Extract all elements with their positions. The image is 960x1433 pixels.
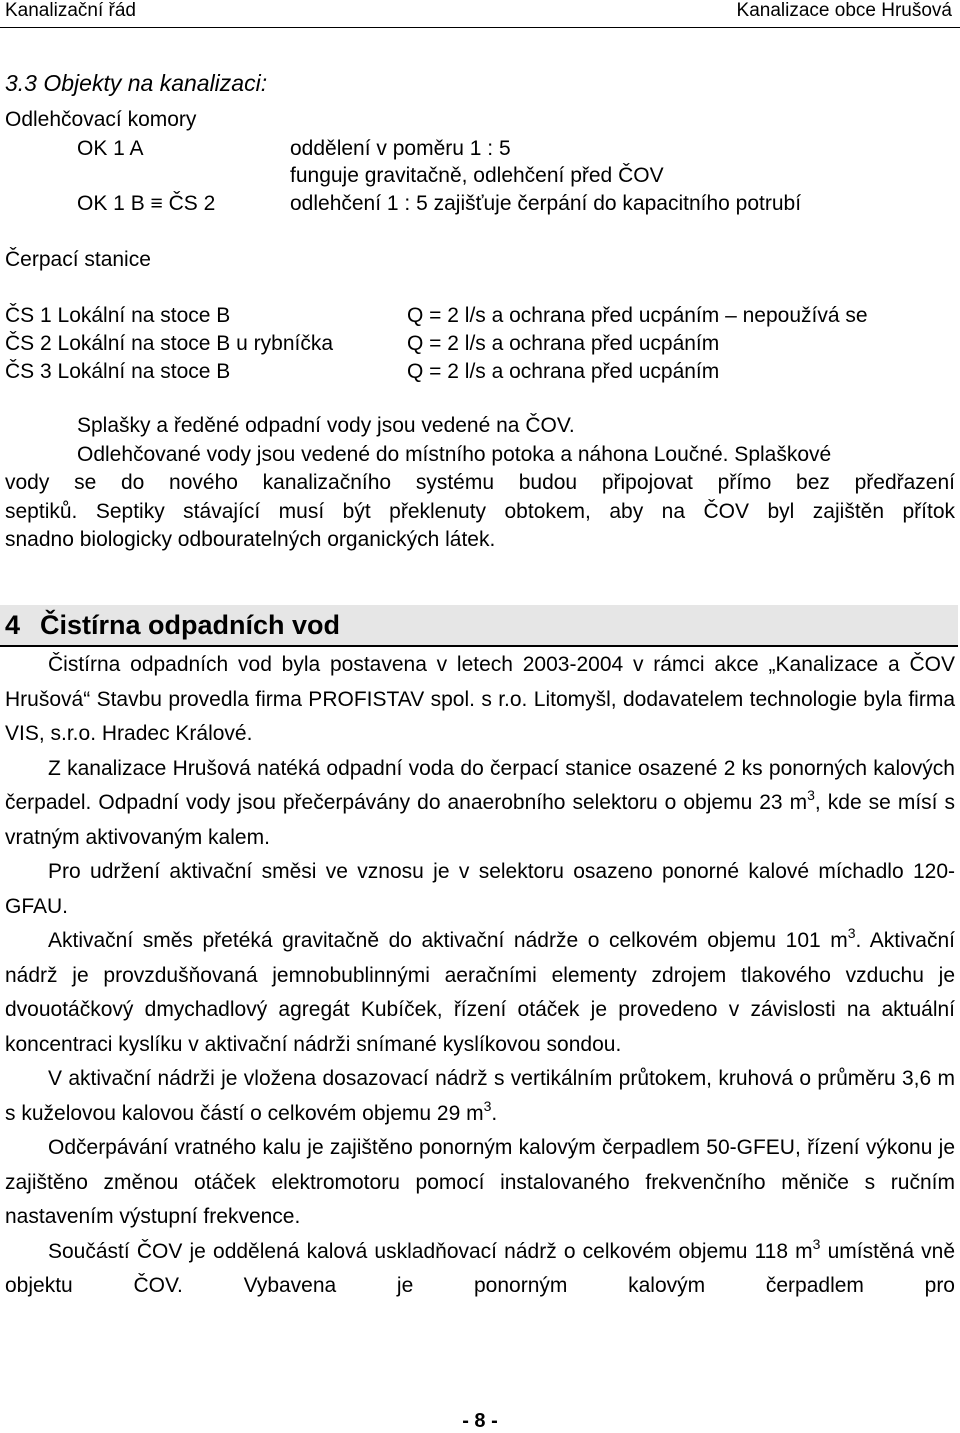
- paragraph-sewage-line-2: Odlehčované vody jsou vedené do místního potoka a náhona Loučné. Splaškové: [77, 443, 832, 466]
- paragraph-sludge-text: Součástí ČOV je oddělená kalová uskladňovací nádrž o celkovém objemu 118 m: [48, 1239, 813, 1263]
- section-4-title: Čistírna odpadních vod: [40, 610, 341, 640]
- paragraph-construction: Čistírna odpadních vod byla postavena v letech 2003-2004 v rámci akce „Kanalizace a ČOV Hrušová“ Stavbu provedla firma PROFISTAV spol. s r.o. Litomyšl, dodavatelem technologie byla firma VIS, s.r.o. Hradec Králové.: [5, 653, 955, 745]
- pump-2-spec: Q = 2 l/s a ochrana před ucpáním: [407, 332, 720, 355]
- paragraph-settling-tank: [5, 1062, 955, 1131]
- superscript-3: 3: [812, 1235, 821, 1252]
- paragraph-sludge-tail: umístěná vně objektu ČOV. Vybavena je ponorným kalovým čerpadlem pro: [5, 1239, 956, 1297]
- ok1a-line2: funguje gravitačně, odlehčení před ČOV: [290, 164, 664, 187]
- paragraph-pump-station-text: Z kanalizace Hrušová natéká odpadní voda do čerpací stanice osazené 2 ks ponorných kalových čerpadel. Odpadní vody jsou přečerpávány do anaerobního selektoru o objemu 23 m: [5, 756, 955, 814]
- header-right-title: Kanalizace obce Hrušová: [736, 0, 952, 21]
- paragraph-aeration-text: Aktivační směs přetéká gravitačně do aktivační nádrže o celkovém objemu 101 m: [48, 929, 848, 952]
- ok1b-line1: odlehčení 1 : 5 zajišťuje čerpání do kapacitního potrubí: [290, 192, 802, 215]
- pump-2-name: ČS 2 Lokální na stoce B u rybníčka: [5, 332, 334, 355]
- pump-1-spec: Q = 2 l/s a ochrana před ucpáním – nepoužívá se: [407, 304, 868, 327]
- paragraph-sewage-line-5: snadno biologicky odbouratelných organických látek.: [5, 528, 496, 551]
- ok1a-line1: oddělení v poměru 1 : 5: [290, 137, 511, 160]
- pump-3-name: ČS 3 Lokální na stoce B: [5, 360, 231, 383]
- header-left-title: Kanalizační řád: [5, 0, 136, 21]
- header-divider: [0, 27, 960, 28]
- paragraph-pump-station-tail: , kde se mísí s vratným aktivovaným kalem.: [5, 791, 956, 849]
- paragraph-aeration-tank: [5, 924, 955, 1062]
- superscript-3: 3: [847, 925, 856, 941]
- paragraph-settling-tail: .: [491, 1101, 498, 1125]
- paragraph-return-sludge: Odčerpávání vratného kalu je zajištěno ponorným kalovým čerpadlem 50-GFEU, řízení výkonu je zajištěno změnou otáček elektromotoru pomocí instalovaného frekvenčního měniče s ručním nastavením výstupní frekvence.: [5, 1136, 955, 1228]
- section-3-3-title: 3.3 Objekty na kanalizaci:: [5, 70, 268, 96]
- paragraph-sewage-line-3: vody se do nového kanalizačního systému budou připojovat přímo bez předřazení: [5, 471, 955, 494]
- paragraph-sludge-storage: [5, 1235, 955, 1304]
- paragraph-aeration-tail: . Aktivační nádrž je provzdušňovaná jemnobublinnými aeračními elementy zdrojem tlakového vzduchu je dvouotáčkový dmychadlový agregát Kubíček, řízení otáček je provedeno v závislosti na aktuální koncentraci kyslíku v aktivační nádrži snímané kyslíkovou sondou.: [5, 929, 955, 1056]
- pump-1-name: ČS 1 Lokální na stoce B: [5, 304, 231, 327]
- paragraph-mixer: Pro udržení aktivační směsi ve vznosu je v selektoru osazeno ponorné kalové míchadlo 120-GFAU.: [5, 860, 955, 918]
- superscript-3: 3: [483, 1097, 492, 1114]
- section-4-body: [5, 648, 955, 1304]
- section-4-heading: [0, 605, 958, 647]
- superscript-3: 3: [807, 787, 815, 803]
- paragraph-sewage-line-1: Splašky a ředěné odpadní vody jsou vedené na ČOV.: [77, 414, 575, 437]
- subheading-overflow-chambers: Odlehčovací komory: [5, 108, 197, 131]
- page-number: - 8 -: [462, 1410, 498, 1432]
- section-4-number: 4: [5, 610, 21, 640]
- paragraph-pump-station: [5, 752, 955, 856]
- ok1a-label: OK 1 A: [77, 137, 144, 160]
- pump-3-spec: Q = 2 l/s a ochrana před ucpáním: [407, 360, 720, 383]
- subheading-pump-stations: Čerpací stanice: [5, 248, 151, 271]
- ok1b-label: OK 1 B ≡ ČS 2: [77, 192, 216, 215]
- paragraph-sewage-line-4: septiků. Septiky stávající musí být překlenuty obtokem, aby na ČOV byl zajištěn přítok: [5, 500, 955, 523]
- paragraph-settling-text: V aktivační nádrži je vložena dosazovací nádrž s vertikálním průtokem, kruhová o průměru 3,6 m s kuželovou kalovou částí o celkovém objemu 29 m: [5, 1067, 955, 1125]
